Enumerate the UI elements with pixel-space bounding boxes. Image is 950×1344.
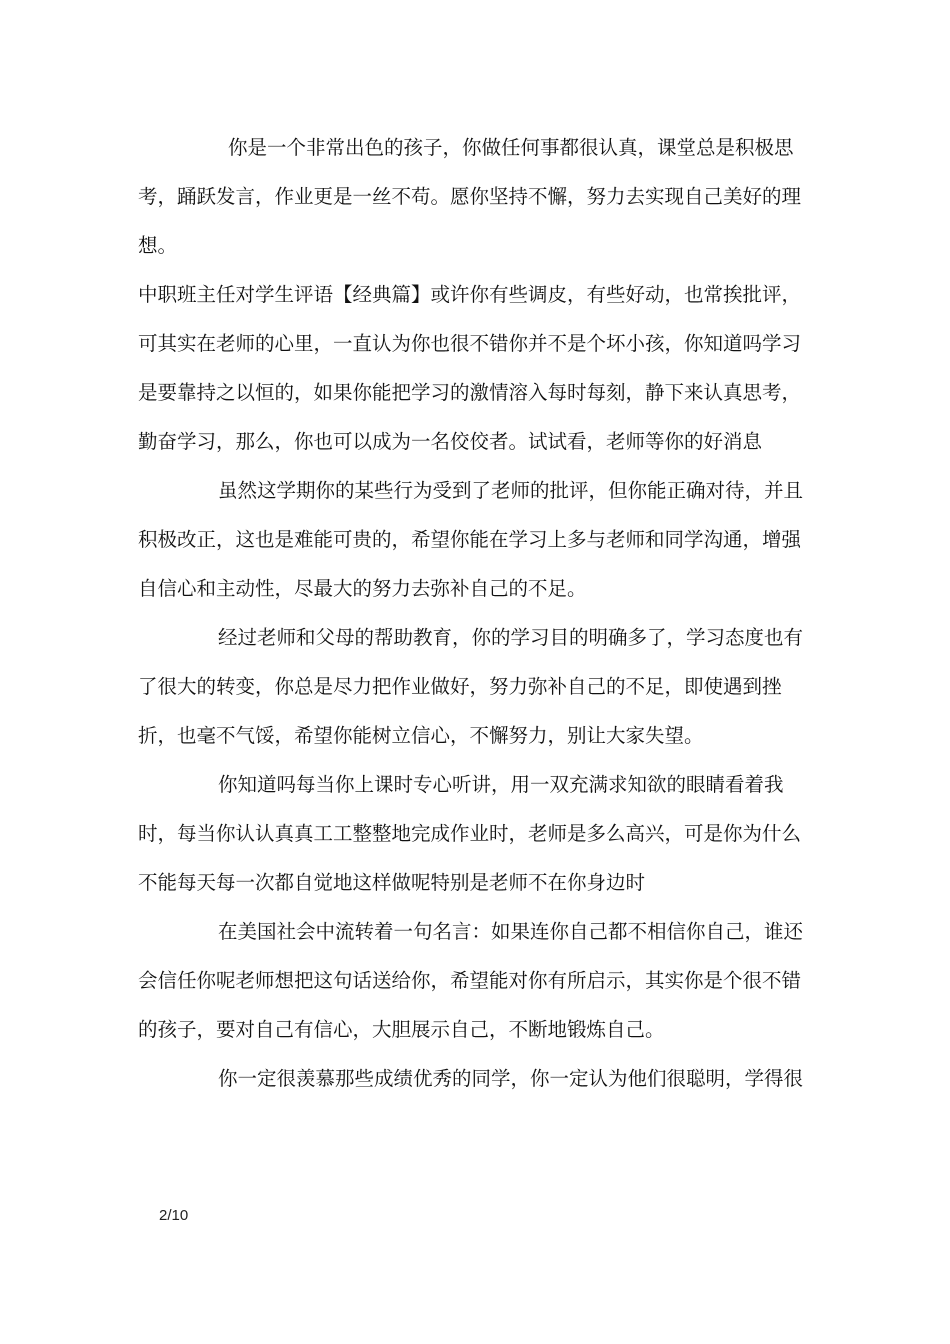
paragraph-4: 经过老师和父母的帮助教育，你的学习目的明确多了，学习态度也有了很大的转变，你总是尽力把作业做好，努力弥补自己的不足，即使遇到挫折，也毫不气馁，希望你能树立信心，不懈努力，别让大家失望。 [138,626,804,747]
paragraph-5: 你知道吗每当你上课时专心听讲，用一双充满求知欲的眼睛看着我时，每当你认认真真工工整整地完成作业时，老师是多么高兴，可是你为什么不能每天每一次都自觉地这样做呢特别是老师不在你身边时 [138,773,802,894]
paragraph-7: 你一定很羡慕那些成绩优秀的同学，你一定认为他们很聪明，学得很 [218,1067,804,1090]
paragraph-2: 中职班主任对学生评语【经典篇】或许你有些调皮，有些好动，也常挨批评，可其实在老师的心里，一直认为你也很不错你并不是个坏小孩，你知道吗学习是要靠持之以恒的，如果你能把学习的激情溶入每时每刻，静下来认真思考，勤奋学习，那么，你也可以成为一名佼佼者。试试看，老师等你的好消息 [138,283,802,453]
paragraph-6: 在美国社会中流转着一句名言：如果连你自己都不相信你自己，谁还会信任你呢老师想把这句话送给你，希望能对你有所启示，其实你是个很不错的孩子，要对自己有信心，大胆展示自己，不断地锻炼自己。 [138,920,804,1041]
paragraph-3: 虽然这学期你的某些行为受到了老师的批评，但你能正确对待，并且积极改正，这也是难能可贵的，希望你能在学习上多与老师和同学沟通，增强自信心和主动性，尽最大的努力去弥补自己的不足。 [138,479,804,600]
paragraph-1: 你是一个非常出色的孩子，你做任何事都很认真，课堂总是积极思考，踊跃发言，作业更是一丝不苟。愿你坚持不懈，努力去实现自己美好的理想。 [138,136,802,257]
page-number: 2/10 [159,1207,189,1224]
document-body [138,123,820,1103]
